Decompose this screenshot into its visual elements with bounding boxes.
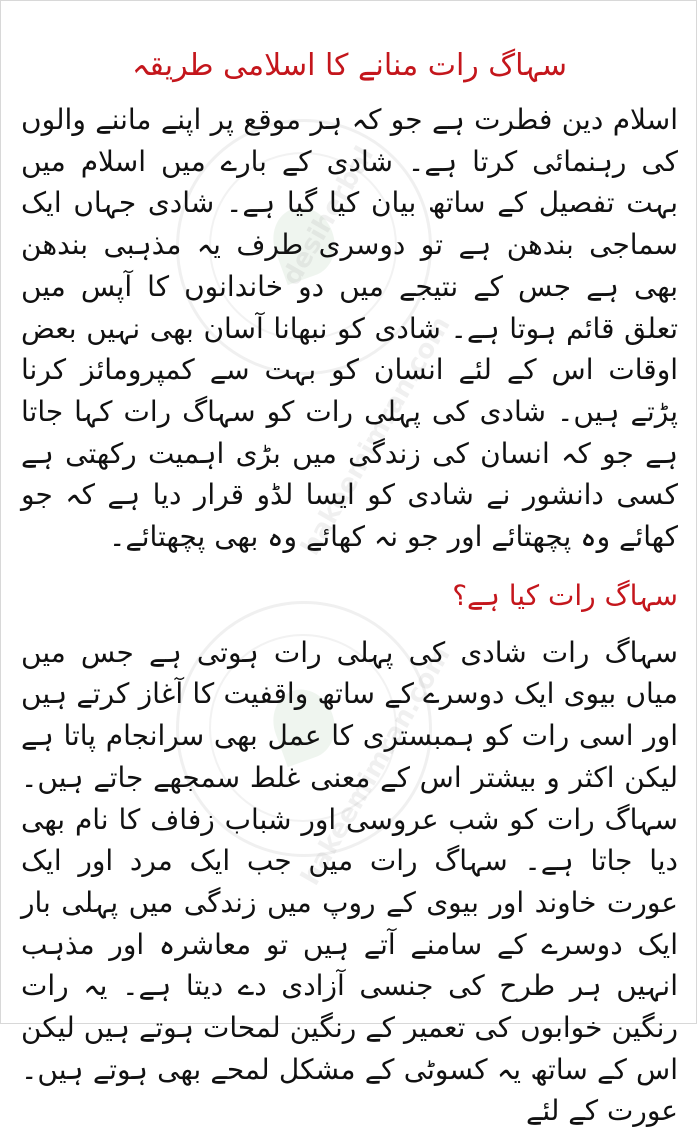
watermark-site-text: hakeemimran.com — [295, 311, 457, 561]
section-heading: سہاگ رات کیا ہے؟ — [452, 578, 678, 612]
article-title: سہاگ رات منانے کا اسلامی طریقہ — [131, 48, 568, 83]
article-body — [21, 41, 678, 1132]
watermark-site-text: hakeemimran.com — [295, 641, 457, 891]
section-paragraph: سہاگ رات شادی کی پہلی رات ہوتی ہے جس میں میاں بیوی ایک دوسرے کے ساتھ واقفیت کا آغاز کرتے ہیں اور اسی رات کو ہمبستری کا عمل بھی سرانجام پاتا ہے لیکن اکثر و بیشتر اس کے معنی غلط سمجھے جاتے ہیں۔ سہاگ رات کو شب عروسی اور شباب زفاف کا نام بھی دیا جاتا ہے۔ سہاگ رات میں جب ایک مرد اور ایک عورت خاوند اور بیوی کے روپ میں زندگی میں پہلی بار ایک دوسرے کے سامنے آتے ہیں تو معاشرہ اور مذہب انہیں ہر طرح کی جنسی آزادی دے دیتا ہے۔ یہ رات رنگین خوابوں کی تعمیر کے رنگین لمحات ہوتے ہیں لیکن اس کے ساتھ یہ کسوٹی کے مشکل لمحے بھی ہوتے ہیں۔ عورت کے لئے — [21, 635, 678, 1128]
intro-paragraph: اسلام دین فطرت ہے جو کہ ہر موقع پر اپنے ماننے والوں کی رہنمائی کرتا ہے۔ شادی کے بارے میں اسلام میں بہت تفصیل کے ساتھ بیان کیا گیا ہے۔ شادی جہاں ایک سماجی بندھن ہے تو دوسری طرف یہ مذہبی بندھن بھی ہے جس کے نتیجے میں دو خاندانوں کا آپس میں تعلق قائم ہوتا ہے۔ شادی کو نبھانا آسان بھی نہیں بعض اوقات اس کے لئے انسان کو بہت سے کمپرومائز کرنا پڑتے ہیں۔ شادی کی پہلی رات کو سہاگ رات کہا جاتا ہے جو کہ انسان کی زندگی میں بڑی اہمیت رکھتی ہے کسی دانشور نے شادی کو ایسا لڈو قرار دیا ہے کہ جو کھائے وہ پچھتائے اور جو نہ کھائے وہ بھی پچھتائے۔ — [21, 103, 678, 554]
watermark-brand-text: desiherbal — [276, 141, 380, 291]
